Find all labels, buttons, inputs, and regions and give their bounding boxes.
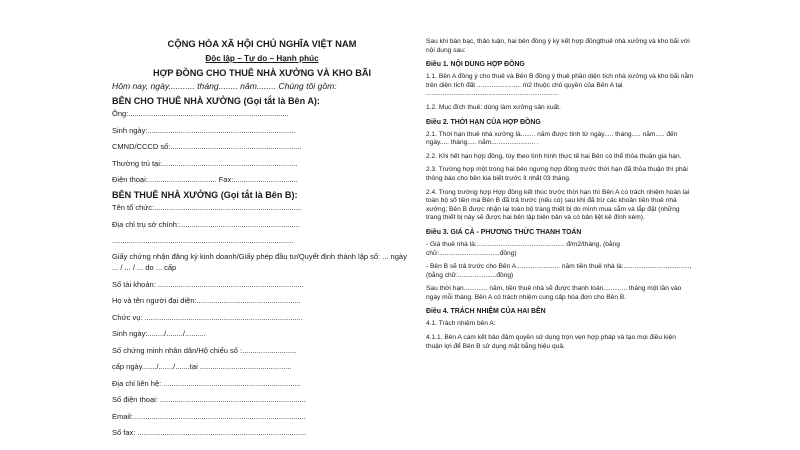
dateline: Hôm nay, ngày........... tháng........ năm........ Chúng tôi gồm: [112,81,337,91]
party-b-field-account: Số tài khoản: ...................................................................... [112,279,304,289]
article-2-4: 2.4. Trong trường hợp Hợp đồng kết thúc trước thời hạn thì Bên A có trách nhiệm hoàn lại toàn bộ số tiền mà Bên B đã trả trước (nếu có) sau khi đã trừ các khoản tiền thuê nhà xưởng; Bên B được nhận lại toàn bộ trang thiết bị do mình mua sắm và lắp đặt (những trang thiết bị này sẽ được hai bên lập biên bản và có bản liệt kê đính kèm). [426,188,690,222]
article-3-price: - Giá thuê nhà là:................................................ đ/m2/tháng, (bằng chữ:.................................đồng) [426,240,620,257]
party-b-field-license: Giấy chứng nhận đăng ký kinh doanh/Giấy phép đầu tư/Quyết định thành lập số: ... ngày ... / ... / ... do ... cấp [112,252,407,272]
left-column [112,38,412,438]
party-a-field-name: Ông:............................................................................. [112,109,289,118]
article-2-title: Điều 2. THỜI HẠN CỦA HỢP ĐỒNG [426,118,541,126]
article-3-title: Điều 3. GIÁ CẢ - PHƯƠNG THỨC THANH TOÁN [426,228,582,236]
party-b-field-hq: Địa chỉ trụ sở chính:.......................................................... [112,219,300,229]
right-column [426,38,694,351]
article-4-1: 4.1. Trách nhiệm bên A: [426,320,496,328]
article-1-1: 1.1. Bên A đồng ý cho thuê và Bên B đồng ý thuê phần diện tích nhà xưởng và kho bãi nằm trên diện tích đất ........................ m2 thuộc chủ quyền của Bên A tại ........................................................................ [426,73,694,98]
party-b-field-position: Chức vụ: ............................................................................ [112,312,303,322]
party-b-field-phone: Số điện thoại: ...................................................................... [112,395,306,404]
article-2-3: 2.3. Trường hợp một trong hai bên ngưng hợp đồng trước thời hạn đã thỏa thuận thì phải thông báo cho bên kia biết trước ít nhất 03 tháng. [426,166,688,182]
party-b-field-fax: Số fax: ................................................................................. [112,428,307,437]
party-b-field-contact-address: Địa chỉ liên hệ: .................................................................. [112,378,301,388]
party-b-field-email: Email:................................................................................... [112,411,306,421]
country-heading: CỘNG HÒA XÃ HỘI CHỦ NGHĨA VIỆT NAM [167,38,357,49]
article-2-2: 2.2. Khi hết hạn hợp đồng, tùy theo tình hình thực tế hai Bên có thể thỏa thuận gia hạn. [426,152,682,160]
document-title: HỢP ĐỒNG CHO THUÊ NHÀ XƯỞNG VÀ KHO BÃI [152,68,372,78]
party-b-field-dots: ....................................................................................... [112,236,294,245]
party-b-field-representative: Họ và tên người đại diện:.................................................. [112,296,301,305]
article-4-title: Điều 4. TRÁCH NHIỆM CỦA HAI BÊN [426,308,546,316]
party-b-field-org: Tên tổ chức:....................................................................... [112,203,303,212]
party-a-field-address: Thường trú tại:................................................................. [112,158,298,168]
article-4-1-1: 4.1.1. Bên A cam kết bảo đảm quyền sử dụng trọn vẹn hợp pháp và tạo mọi điều kiện thuận lợi để Bên B sử dụng mặt bằng hiệu quả. [426,334,676,350]
party-b-field-id: Số chứng minh nhân dân/Hộ chiếu số :.......................... [112,345,297,355]
motto: Độc lập – Tự do – Hạnh phúc [205,54,319,63]
article-3-prepay: - Bên B sẽ trả trước cho Bên A........................ năm tiền thuê nhà là:...................................., (bằng chữ:.....................đồng) [426,263,692,279]
article-1-2: 1.2. Mục đích thuê: dùng làm xưởng sản xuất. [426,103,561,111]
party-b-field-issued: cấp ngày......./......./.......tại ............................................ [112,362,292,371]
article-3-schedule: Sau thời hạn............. năm, tiền thuê nhà sẽ được thanh toán............. tháng một lần vào ngày mỗi tháng. Bên A có trách nhiệm cung cấp hóa đơn cho Bên B. [426,285,682,301]
party-a-field-phone-fax: Điện thoại:................................. Fax:............................... [112,175,298,184]
article-1-title: Điều 1. NỘI DUNG HỢP ĐỒNG [426,61,525,69]
party-a-field-id: CMND/CCCD số:............................................................... [112,142,302,151]
intro-paragraph: Sau khi bàn bạc, thảo luận, hai bên đồng ý ký kết hợp đồngthuê nhà xưởng và kho bãi với nội dung sau: [426,38,690,54]
party-a-field-birthdate: Sinh ngày:....................................................................... [112,125,296,135]
party-a-heading: BÊN CHO THUÊ NHÀ XƯỞNG (Gọi tắt là Bên A): [112,96,320,106]
article-2-1: 2.1. Thời hạn thuê nhà xưởng là........ năm được tính từ ngày..... tháng..... năm..... đến ngày..... tháng..... năm........................ . [426,130,678,147]
party-b-heading: BÊN THUÊ NHÀ XƯỞNG (Gọi tắt là Bên B): [112,190,298,200]
party-b-field-birthdate: Sinh ngày:......../......../.......... [112,329,206,338]
